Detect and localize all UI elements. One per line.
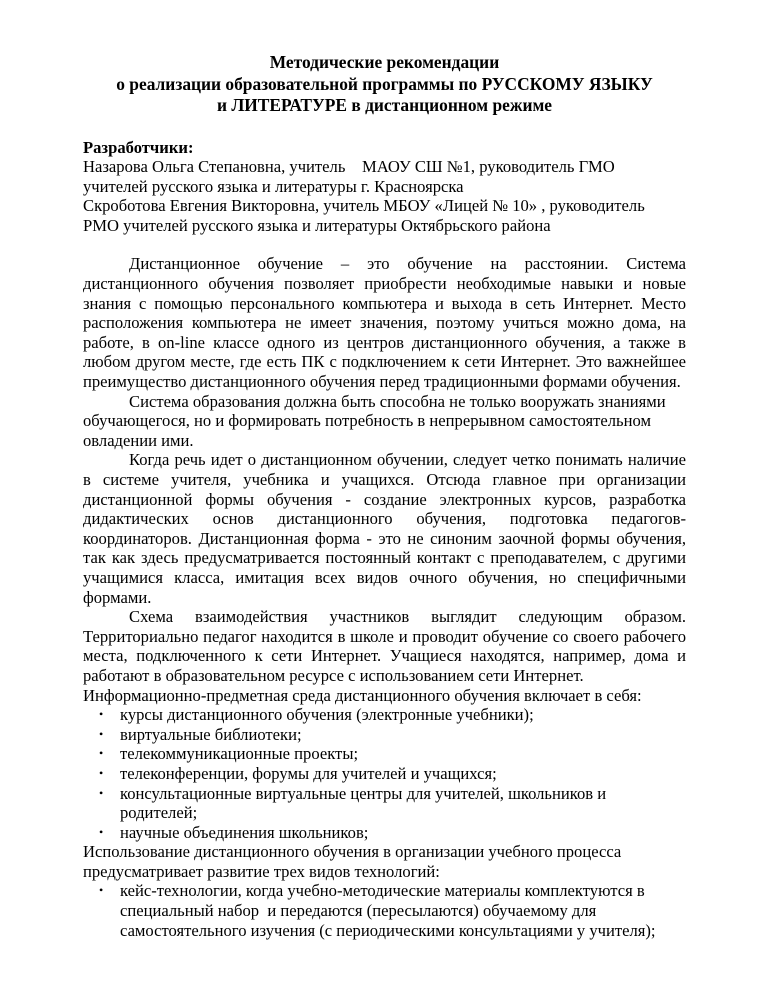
bullet-icon: • — [99, 746, 104, 761]
list-item: • телекоммуникационные проекты; — [99, 744, 359, 764]
author-line: РМО учителей русского языка и литературы Октябрьского района — [83, 215, 551, 235]
title-line-1: Методические рекомендации — [269, 52, 500, 72]
list-item: • кейс-технологии, когда учебно-методические материалы комплектуются в специальный набор и передаются (пересылаются) обучаемому для самостоятельного изучения (с периодическими консультациями у учителя); — [99, 881, 656, 940]
list-item: • телеконференции, форумы для учителей и учащихся; — [99, 763, 497, 783]
paragraph-definition: Дистанционное обучение – это обучение на расстоянии. Система дистанционного обучения позволяет приобрести необходимые навыки и новые знания с помощью персонального компьютера и выхода в сеть Интернет. Место расположения компьютера не имеет значения, поэтому учиться можно дома, на работе, в on-line классе одного из центров дистанционного обучения, а также в любом другом месте, где есть ПК с подключением к сети Интернет. Это важнейшее преимущество дистанционного обучения перед традиционными формами обучения. — [83, 254, 686, 392]
bullet-icon: • — [99, 765, 104, 780]
list-item: • консультационные виртуальные центры для учителей, школьников и родителей; — [99, 783, 607, 823]
technologies-list — [83, 881, 686, 940]
list-item: • курсы дистанционного обучения (электронные учебники); — [99, 705, 534, 725]
bullet-icon: • — [99, 707, 104, 722]
bullet-icon: • — [99, 824, 104, 839]
author-line: Скроботова Евгения Викторовна, учитель МБОУ «Лицей № 10» , руководитель — [83, 196, 645, 216]
bullet-icon: • — [99, 726, 104, 741]
paragraph-distance-learning: Когда речь идет о дистанционном обучении, следует четко понимать наличие в системе учителя, учебника и учащихся. Отсюда главное при организации дистанционной формы обучения - создание электронных курсов, разработка дидактических основ дистанционного обучения, подготовка педагогов-координаторов. Дистанционная форма - это не синоним заочной формы обучения, так как здесь предусматривается постоянный контакт с преподавателем, с другими учащимися класса, имитация всех видов очного обучения, но специфичными формами. — [83, 450, 686, 607]
document-page — [83, 52, 686, 940]
paragraph-education-system — [83, 392, 686, 451]
bullet-icon: • — [99, 785, 104, 800]
paragraph-line: Использование дистанционного обучения в организации учебного процесса — [83, 842, 622, 862]
author-line: Назарова Ольга Степановна, учитель МАОУ СШ №1, руководитель ГМО — [83, 157, 615, 177]
paragraph-technologies — [83, 842, 686, 881]
author-line: учителей русского языка и литературы г. Красноярска — [83, 176, 464, 196]
environment-list — [83, 705, 686, 842]
list-item: • виртуальные библиотеки; — [99, 724, 302, 744]
paragraph-line: овладении ими. — [83, 430, 194, 450]
document-title — [83, 52, 686, 117]
bullet-icon: • — [99, 883, 104, 898]
paragraph-line: Система образования должна быть способна не только вооружать знаниями — [129, 391, 666, 411]
authors-block — [83, 138, 686, 236]
paragraph-environment: Информационно-предметная среда дистанционного обучения включает в себя: — [83, 685, 642, 705]
paragraph-interaction-scheme: Схема взаимодействия участников выглядит следующим образом. Территориально педагог находится в школе и проводит обучение со своего рабочего места, подключенного к сети Интернет. Учащиеся находятся, например, дома и работают в образовательном ресурсе с использованием сети Интернет. — [83, 607, 686, 685]
paragraph-line: обучающегося, но и формировать потребность в непрерывном самостоятельном — [83, 411, 651, 431]
title-line-2: о реализации образовательной программы по РУССКОМУ ЯЗЫКУ — [116, 73, 653, 94]
list-item: • научные объединения школьников; — [99, 822, 369, 842]
paragraph-line: предусматривает развитие трех видов технологий: — [83, 861, 440, 881]
title-line-3: и ЛИТЕРАТУРЕ в дистанционном режиме — [216, 95, 553, 115]
authors-heading: Разработчики: — [83, 137, 194, 157]
